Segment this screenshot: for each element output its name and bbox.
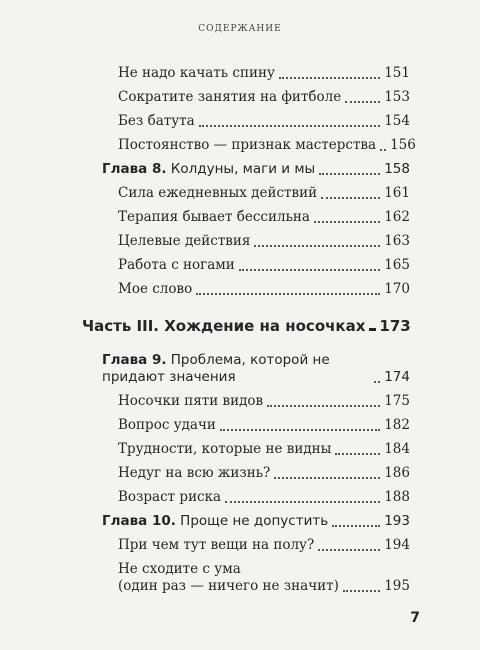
toc-entry-page: 158 — [384, 161, 410, 177]
toc-entry-title: Носочки пяти видов — [118, 393, 264, 409]
leader-dots — [335, 452, 380, 455]
toc-entry-page: 151 — [384, 65, 410, 81]
toc-entry-title: Не надо качать спину — [118, 65, 275, 81]
toc-entry-page: 154 — [384, 113, 410, 129]
toc-entry — [118, 561, 410, 595]
toc-entry-page: 163 — [384, 233, 410, 249]
toc-part-title: Часть III. Хождение на носочках — [82, 317, 366, 335]
leader-dots — [267, 404, 380, 407]
toc-entry-page: 156 — [390, 137, 416, 153]
toc-chapter — [102, 161, 410, 178]
chapter-number: Глава 8. — [102, 161, 167, 177]
toc-entry-page: 184 — [384, 441, 410, 457]
toc-entry-page: 165 — [384, 257, 410, 273]
leader-dots — [220, 428, 380, 431]
chapter-title: Проблема, — [170, 352, 246, 368]
leader-dots — [321, 196, 380, 199]
toc-entry — [118, 441, 410, 458]
leader-dots — [274, 476, 380, 479]
toc-entry — [118, 185, 410, 202]
toc-entry-page: 194 — [384, 537, 410, 553]
toc-entry — [118, 137, 416, 154]
toc-entry-page: 153 — [384, 89, 410, 105]
toc-entry-page: 193 — [384, 513, 410, 529]
toc-entry-page: 195 — [384, 578, 410, 594]
toc-entry-page: 173 — [379, 317, 411, 335]
leader-dots — [199, 124, 381, 127]
page-number: 7 — [410, 610, 420, 626]
toc-entry-page: 161 — [384, 185, 410, 201]
leader-dots — [314, 220, 380, 223]
toc-chapter — [102, 352, 410, 386]
leader-dots — [254, 244, 380, 247]
toc-entry — [118, 89, 410, 106]
toc-entry — [118, 489, 410, 506]
leader-dots — [369, 327, 375, 331]
toc-entry — [118, 113, 410, 130]
toc-entry-page: 175 — [384, 393, 410, 409]
running-head: СОДЕРЖАНИЕ — [198, 24, 282, 34]
toc-chapter-title — [102, 161, 315, 178]
toc-entry — [118, 465, 410, 482]
toc-entry-title: Сила ежедневных действий — [118, 185, 318, 201]
toc-entry — [118, 209, 410, 226]
leader-dots — [319, 172, 380, 175]
toc-entry-title: Работа с ногами — [118, 257, 235, 273]
toc-entry — [118, 281, 410, 298]
toc-entry-title: Целевые действия — [118, 233, 251, 249]
chapter-line-1 — [102, 352, 246, 368]
toc-chapter — [102, 513, 410, 530]
toc-entry — [118, 257, 410, 274]
chapter-number: Глава 10. — [102, 513, 176, 529]
toc-entry-page: 174 — [384, 369, 410, 385]
toc-entry-title: Терапия бывает бессильна — [118, 209, 310, 225]
toc-entry-title: Сократите занятия на фитболе — [118, 89, 342, 105]
leader-dots — [332, 524, 380, 527]
leader-dots — [374, 380, 380, 383]
chapter-title: Колдуны, маги и мы — [170, 161, 316, 177]
toc-entry — [118, 233, 410, 250]
leader-dots — [343, 589, 380, 592]
toc-chapter-title — [102, 513, 328, 530]
toc-entry-page: 182 — [384, 417, 410, 433]
leader-dots — [318, 548, 380, 551]
toc-entry-title: Без батута — [118, 113, 195, 129]
toc-entry-title: Постоянство — признак мастерства — [118, 137, 377, 153]
leader-dots — [345, 100, 380, 103]
leader-dots — [239, 268, 380, 271]
toc-chapter-title — [102, 352, 370, 386]
chapter-line-2: которой не придают значения — [102, 352, 330, 385]
leader-dots — [380, 148, 386, 151]
toc-entry-title: Возраст риска — [118, 489, 222, 505]
toc-entry-title: Мое слово — [118, 281, 193, 297]
toc-entry — [118, 417, 410, 434]
toc-entry-page: 170 — [384, 281, 410, 297]
toc-entry-page: 162 — [384, 209, 410, 225]
leader-dots — [279, 76, 380, 79]
chapter-number: Глава 9. — [102, 352, 167, 368]
toc-entry-page: 186 — [384, 465, 410, 481]
toc-entry — [118, 393, 410, 410]
toc-entry-title: Вопрос удачи — [118, 417, 216, 433]
toc-part — [82, 318, 410, 335]
leader-dots — [225, 500, 380, 503]
entry-line-2: (один раз — ничего не значит) — [118, 578, 339, 594]
toc-entry — [118, 537, 410, 554]
leader-dots — [196, 292, 380, 295]
toc-entry-title: Трудности, которые не видны — [118, 441, 332, 457]
toc-entry-title: При чем тут вещи на полу? — [118, 537, 315, 553]
toc-entry-title: Недуг на всю жизнь? — [118, 465, 271, 481]
toc-entry-page: 188 — [384, 489, 410, 505]
chapter-title: Проще не допустить — [180, 513, 329, 529]
toc-entry-title — [118, 561, 339, 595]
entry-line-1: Не сходите с ума — [118, 561, 241, 577]
toc-entry — [118, 65, 410, 82]
